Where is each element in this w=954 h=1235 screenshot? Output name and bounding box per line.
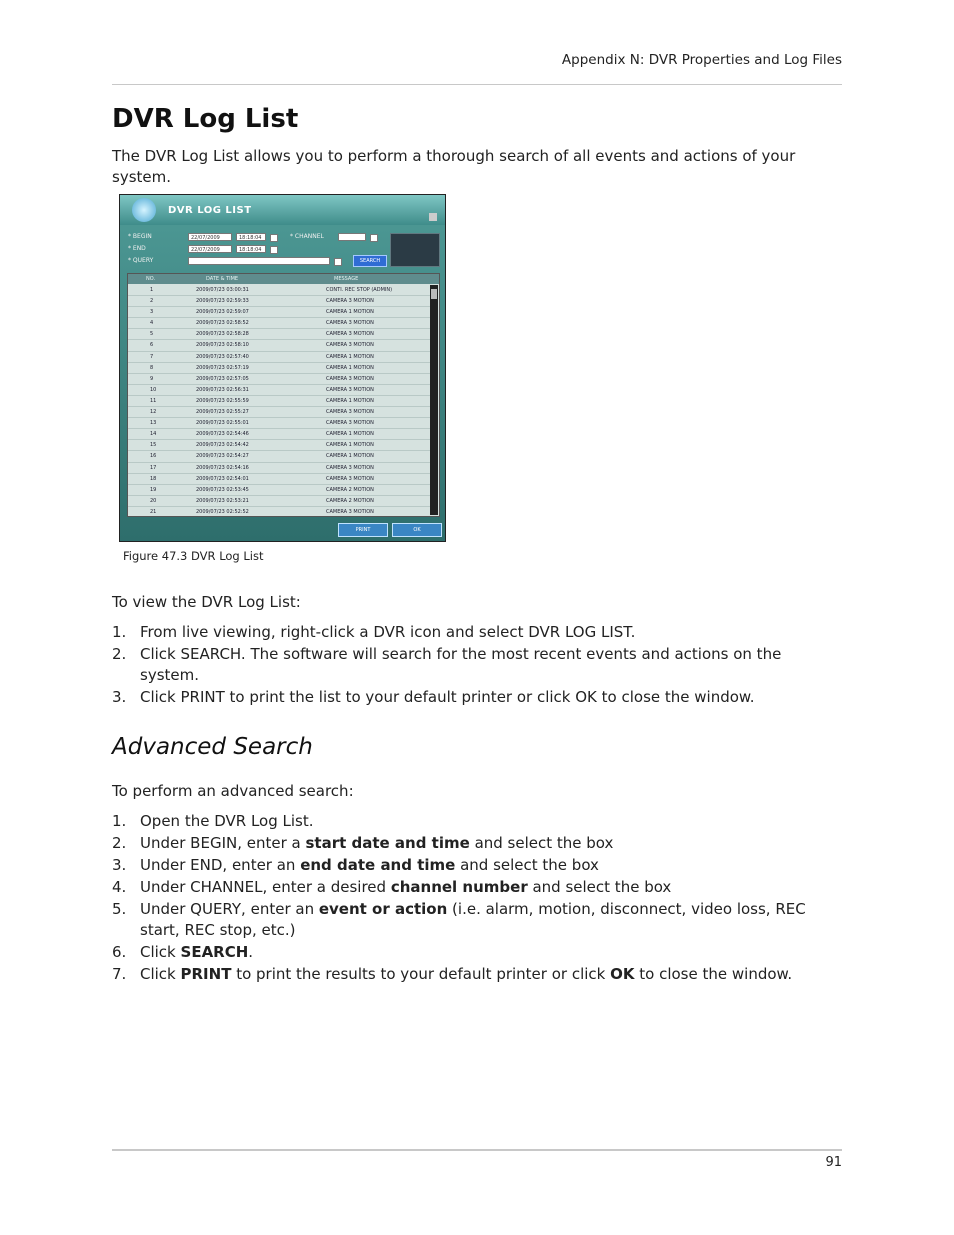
row-date-time: 2009/07/23 02:58:28 [196,331,249,338]
list-item [112,877,842,898]
list-number: 1. [112,812,127,830]
list-text: Under CHANNEL, enter a desired [140,878,391,896]
row-date-time: 2009/07/23 02:56:31 [196,386,249,393]
view-lead: To view the DVR Log List: [112,593,301,611]
running-header: Appendix N: DVR Properties and Log Files [561,52,842,68]
row-no: 15 [150,442,157,449]
close-icon [429,213,437,221]
list-item [112,964,842,985]
end-time-field: 18:18:04 [236,245,266,253]
table-row [128,429,430,440]
end-checkbox [270,246,278,254]
scroll-thumb [431,289,437,299]
row-no: 14 [150,431,157,438]
list-text: Under QUERY, enter an [140,900,319,918]
row-message: CAMERA 1 MOTION [326,442,374,449]
list-number: 5. [112,900,127,918]
list-item [112,622,842,643]
row-message: CAMERA 3 MOTION [326,409,374,416]
row-date-time: 2009/07/23 02:59:33 [196,298,249,305]
list-number: 1. [112,623,127,641]
begin-time-field: 18:18:04 [236,233,266,241]
row-no: 19 [150,486,157,493]
query-checkbox [334,258,342,266]
table-row [128,340,430,351]
row-date-time: 2009/07/23 02:57:19 [196,364,249,371]
list-text: Open the DVR Log List. [140,812,314,830]
dvr-log-list-screenshot [119,194,446,542]
table-row [128,463,430,474]
begin-date-field: 22/07/2009 [188,233,232,241]
list-item [112,899,842,941]
camera-preview [390,233,440,267]
list-item [112,644,842,686]
table-row [128,485,430,496]
row-message: CAMERA 1 MOTION [326,453,374,460]
row-date-time: 2009/07/23 03:00:31 [196,287,249,293]
screenshot-ok-button: OK [392,523,442,537]
row-message: CAMERA 1 MOTION [326,353,374,360]
row-message: CAMERA 1 MOTION [326,309,374,316]
row-message: CAMERA 3 MOTION [326,342,374,349]
table-row [128,329,430,340]
row-date-time: 2009/07/23 02:57:05 [196,375,249,382]
list-text: . [248,943,254,961]
table-row [128,363,430,374]
channel-checkbox [370,234,378,242]
log-table-header [128,274,439,284]
row-no: 2 [150,298,154,305]
row-message: CAMERA 3 MOTION [326,475,374,482]
row-no: 1 [150,287,154,293]
table-row [128,296,430,307]
row-no: 9 [150,375,154,382]
page-title: DVR Log List [112,104,299,134]
list-text: (i.e. alarm, motion, disconnect, video loss, REC start, REC stop, etc.) [140,900,806,939]
header-rule [112,84,842,85]
log-table-body [128,285,430,517]
list-text: From live viewing, right-click a DVR icon and select DVR LOG LIST. [140,623,636,641]
row-message: CAMERA 1 MOTION [326,364,374,371]
row-date-time: 2009/07/23 02:52:52 [196,508,249,515]
row-no: 8 [150,364,154,371]
row-message: CAMERA 2 MOTION [326,497,374,504]
bold-term: SEARCH [180,943,249,961]
table-row [128,474,430,485]
row-no: 16 [150,453,157,460]
end-label: * END [128,245,146,252]
row-message: CAMERA 1 MOTION [326,431,374,438]
row-message: CAMERA 3 MOTION [326,508,374,515]
list-number: 3. [112,688,127,706]
row-no: 13 [150,420,157,427]
table-row [128,318,430,329]
row-date-time: 2009/07/23 02:55:27 [196,409,249,416]
table-row [128,352,430,363]
row-date-time: 2009/07/23 02:55:01 [196,420,249,427]
row-message: CAMERA 3 MOTION [326,464,374,471]
row-date-time: 2009/07/23 02:54:46 [196,431,249,438]
row-no: 7 [150,353,154,360]
row-no: 4 [150,320,154,327]
page-number: 91 [825,1155,842,1170]
screenshot-print-button: PRINT [338,523,388,537]
row-no: 5 [150,331,154,338]
bold-term: channel number [390,878,528,896]
table-row [128,440,430,451]
col-message: MESSAGE [334,276,359,282]
list-number: 4. [112,878,127,896]
row-message: CONTI. REC STOP (ADMIN) [326,287,393,293]
table-row [128,407,430,418]
table-row [128,507,430,517]
list-number: 3. [112,856,127,874]
bold-term: event or action [318,900,448,918]
table-row [128,385,430,396]
window-titlebar [120,195,445,225]
row-message: CAMERA 3 MOTION [326,375,374,382]
row-message: CAMERA 1 MOTION [326,397,374,404]
channel-field [338,233,366,241]
table-row [128,451,430,462]
row-message: CAMERA 3 MOTION [326,420,374,427]
end-date-field: 22/07/2009 [188,245,232,253]
figure-caption: Figure 47.3 DVR Log List [123,549,264,563]
row-date-time: 2009/07/23 02:54:01 [196,475,249,482]
list-text: Click [140,965,181,983]
footer-rule [112,1149,842,1151]
bold-term: OK [610,965,635,983]
list-item [112,687,842,708]
query-label: * QUERY [128,257,154,264]
dvr-logo-icon [132,198,156,222]
begin-checkbox [270,234,278,242]
row-message: CAMERA 2 MOTION [326,486,374,493]
advanced-lead: To perform an advanced search: [112,782,354,800]
view-steps [112,622,842,709]
log-table [127,273,440,517]
list-number: 7. [112,965,127,983]
table-row [128,307,430,318]
row-date-time: 2009/07/23 02:59:07 [196,309,249,316]
row-date-time: 2009/07/23 02:53:45 [196,486,249,493]
list-number: 2. [112,834,127,852]
list-item [112,855,842,876]
list-text: and select the box [469,834,614,852]
list-text: Under BEGIN, enter a [140,834,306,852]
advanced-heading: Advanced Search [112,734,313,760]
list-text: and select the box [527,878,672,896]
row-no: 10 [150,386,157,393]
row-date-time: 2009/07/23 02:57:40 [196,353,249,360]
log-table-scrollbar [430,285,438,515]
bold-term: start date and time [305,834,470,852]
row-date-time: 2009/07/23 02:54:42 [196,442,249,449]
row-date-time: 2009/07/23 02:55:59 [196,397,249,404]
row-no: 3 [150,309,154,316]
list-item [112,942,842,963]
row-date-time: 2009/07/23 02:53:21 [196,497,249,504]
list-number: 2. [112,645,127,663]
row-no: 21 [150,508,157,515]
col-no: NO. [146,276,156,282]
row-date-time: 2009/07/23 02:58:52 [196,320,249,327]
screenshot-search-button: SEARCH [353,255,387,267]
row-date-time: 2009/07/23 02:58:10 [196,342,249,349]
row-no: 12 [150,409,157,416]
advanced-steps [112,811,842,986]
col-date-time: DATE & TIME [206,276,239,282]
list-text: Click SEARCH. The software will search for the most recent events and actions on the system. [140,645,782,684]
table-row [128,496,430,507]
list-text: to print the results to your default printer or click [231,965,611,983]
intro-paragraph: The DVR Log List allows you to perform a thorough search of all events and actions of your system. [112,147,796,186]
table-row [128,285,430,296]
list-text: to close the window. [634,965,793,983]
list-item [112,811,842,832]
bold-term: PRINT [180,965,232,983]
table-row [128,374,430,385]
row-no: 18 [150,475,157,482]
row-date-time: 2009/07/23 02:54:16 [196,464,249,471]
list-text: and select the box [455,856,599,874]
table-row [128,418,430,429]
row-message: CAMERA 3 MOTION [326,386,374,393]
channel-label: * CHANNEL [290,233,324,240]
row-message: CAMERA 3 MOTION [326,320,374,327]
bold-term: end date and time [300,856,456,874]
list-text: Under END, enter an [140,856,301,874]
list-number: 6. [112,943,127,961]
list-text: Click PRINT to print the list to your default printer or click OK to close the window. [140,688,755,706]
row-no: 17 [150,464,157,471]
begin-label: * BEGIN [128,233,152,240]
row-no: 6 [150,342,154,349]
list-text: Click [140,943,181,961]
row-message: CAMERA 3 MOTION [326,331,374,338]
row-no: 11 [150,397,157,404]
window-title: DVR LOG LIST [168,205,252,216]
row-no: 20 [150,497,157,504]
table-row [128,396,430,407]
list-item [112,833,842,854]
row-message: CAMERA 3 MOTION [326,298,374,305]
query-field [188,257,330,265]
row-date-time: 2009/07/23 02:54:27 [196,453,249,460]
